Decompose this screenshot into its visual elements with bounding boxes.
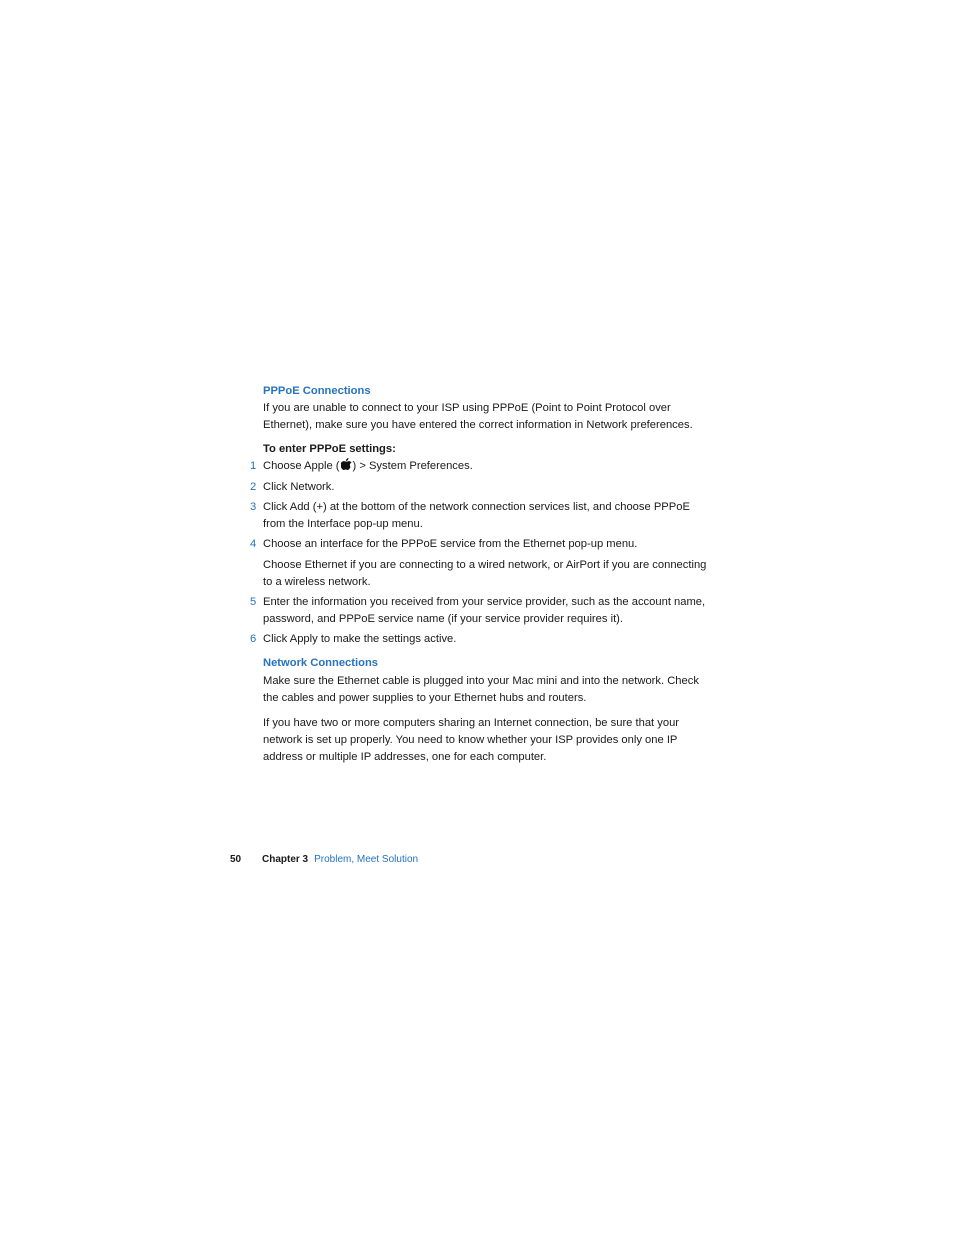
pppoe-intro-paragraph: If you are unable to connect to your ISP using PPPoE (Point to Point Protocol over Ethernet), make sure you have entered the correct information in Network preferences. bbox=[263, 402, 693, 431]
step-number: 1 bbox=[250, 460, 257, 472]
network-paragraph-1: Make sure the Ethernet cable is plugged into your Mac mini and into the network. Check the cables and power supplies to your Ethernet hubs and routers. bbox=[263, 675, 699, 704]
step-text-2: Click Network. bbox=[263, 481, 335, 493]
network-paragraph-2: If you have two or more computers sharing an Internet connection, be sure that your network is set up properly. You need to know whether your ISP provides only one IP address or multiple IP addresses, one for each computer. bbox=[263, 717, 680, 763]
section-heading-network: Network Connections bbox=[263, 657, 378, 669]
step-number: 2 bbox=[250, 481, 257, 493]
chapter-title: Problem, Meet Solution bbox=[314, 854, 419, 865]
step-text-6: Click Apply to make the settings active. bbox=[263, 633, 457, 645]
section-heading-pppoe: PPPoE Connections bbox=[263, 385, 371, 397]
step-text-3: Click Add (+) at the bottom of the network connection services list, and choose PPPoE from the Interface pop-up menu. bbox=[263, 501, 690, 530]
step-text-1 bbox=[263, 458, 713, 475]
apple-icon bbox=[341, 458, 352, 470]
step-number: 5 bbox=[250, 596, 257, 608]
step-number: 4 bbox=[250, 538, 257, 550]
page-number: 50 bbox=[230, 854, 242, 865]
step-text-5: Enter the information you received from your service provider, such as the account name, password, and PPPoE service name (if your service provider requires it). bbox=[263, 596, 706, 625]
chapter-label: Chapter 3 bbox=[262, 854, 309, 865]
pppoe-steps-subheading: To enter PPPoE settings: bbox=[263, 443, 396, 455]
page-footer bbox=[230, 853, 418, 867]
step-text-4: Choose an interface for the PPPoE service from the Ethernet pop-up menu. bbox=[263, 538, 638, 550]
step-number: 6 bbox=[250, 633, 257, 645]
step-number: 3 bbox=[250, 501, 257, 513]
step-4-note: Choose Ethernet if you are connecting to a wired network, or AirPort if you are connecting to a wireless network. bbox=[263, 559, 707, 588]
step-text-part: ) > System Preferences. bbox=[352, 460, 473, 472]
step-text-part: Choose Apple ( bbox=[263, 460, 340, 472]
